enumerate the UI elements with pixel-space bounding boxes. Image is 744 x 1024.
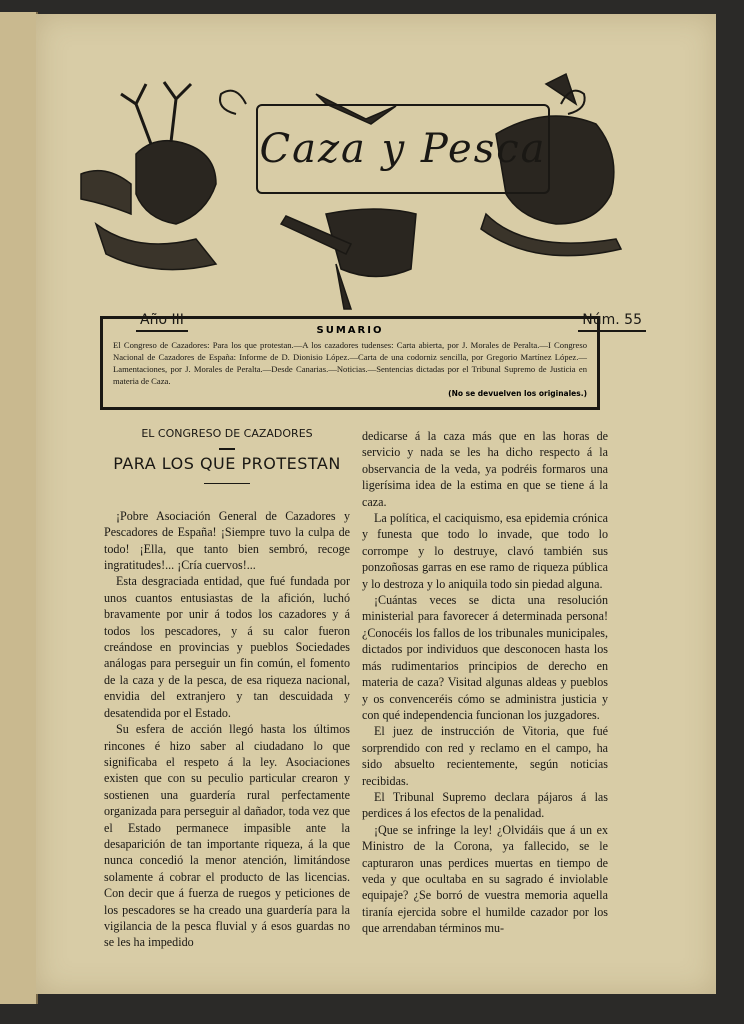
issue-year: Año III [136, 312, 188, 332]
masthead-title: Caza y Pesca [259, 126, 547, 172]
paragraph: El Tribunal Supremo declara pájaros á las perdices á los efectos de la penalidad. [362, 789, 608, 821]
sumario-text: El Congreso de Cazadores: Para los que protestan.—A los cazadores tudenses: Carta abierta, por J. Morales de Peralta.—I Congreso Nacional de Cazadores de España: Informe de D. Dionisio López.—Carta de una codorniz sencilla, por Gregorio Martínez López.—Lamentaciones, por J. Morales de Peralta.—Desde Canarias.—Noticias.—Sentencias dictadas por el Tribunal Supremo de Justicia en materia de Caza. [113, 340, 587, 386]
sumario-box [100, 316, 600, 410]
paragraph: ¡Pobre Asociación General de Cazadores y Pescadores de España! ¡Siempre tuvo la culpa de todo! ¡Ella, que tanto bien sembró, recoge ingratitudes!... ¡Cría cuervos!... [104, 508, 350, 573]
magazine-page [36, 14, 716, 994]
sumario-heading: SUMARIO [316, 325, 384, 336]
paragraph: La política, el caciquismo, esa epidemia crónica y funesta que todo lo invade, que todo lo corrompe y lo destruye, clavó también sus ponzoñosas garras en ese ramo de riqueza pública y lo destroza y lo aniquila todo sin piedad alguna. [362, 511, 608, 591]
divider [219, 448, 235, 450]
issue-number: Núm. 55 [578, 312, 646, 332]
section-heading: EL CONGRESO DE CAZADORES [141, 427, 313, 440]
stag-head-icon [81, 82, 216, 270]
column-left [104, 426, 350, 951]
article-title: PARA LOS QUE PROTESTAN [113, 454, 341, 474]
paragraph: Esta desgraciada entidad, que fué fundada por unos cuantos entusiastas de la afición, luchó bravamente por unir á todos los cazadores y á todos los pescadores, y á su calor fueron creándose en provincias y pueblos Sociedades análogas para perseguir un fin común, el fomento de la caza y de la pesca, de esa riqueza nacional, envidia del extranjero y tan descuidada y desatendida por el Estado. [104, 574, 350, 720]
paragraph: ¡Cuántas veces se dicta una resolución ministerial para favorecer á determinada persona! ¿Conocéis los fallos de los tribunales municipales, dictados por individuos que desconocen hasta los más rudimentarios principios de derecho en materia de caza? Visitad algunas aldeas y pueblos y os convenceréis cómo se administra justicia y con qué independencia funcionan los juzgadores. [362, 593, 608, 722]
masthead [76, 64, 642, 328]
previous-page-edge [0, 12, 38, 1004]
sumario-note: (No se devuelven los originales.) [448, 389, 587, 398]
paragraph: Su esfera de acción llegó hasta los últimos rincones é hizo saber al ciudadano lo que significaba el respeto á la ley. Asociaciones existen que con su peculio particular crearon y sostienen una guardería rural perfectamente organizada para perseguir al dañador, toda vez que el Estado permanece impasible ante la desaparición de tan importante riqueza, á la que nunca concedió la menor atención, limitándose solamente á cobrar el producto de las licencias. Con decir que á fuerza de ruegos y peticiones de los pescadores se ha creado una guardería para la vigilancia de la pesca fluvial y á esos guardas no se les ha impedido [104, 722, 350, 950]
title-banner [256, 104, 550, 194]
paragraph: dedicarse á la caza más que en las horas de servicio y nada se les ha dicho respecto á la observancia de la veda, ya podréis formaros una ligerísima idea de la estima en que se tiene á la caza. [362, 429, 608, 509]
paragraph: El juez de instrucción de Vitoria, que fué sorprendido con red y reclamo en el campo, ha sido absuelto recientemente, según noticias recibidas. [362, 724, 608, 788]
divider [204, 483, 250, 484]
paragraph: ¡Que se infringe la ley! ¿Olvidáis que á un ex Ministro de la Corona, ya fallecido, se le capturaron unas perdices muertas en tiempo de veda y que ocultaba en su sagrado é inviolable equipaje? ¿Se borró de vuestra memoria aquella tiranía ejercida sobre el humilde cazador por los que arrendaban términos mu- [362, 822, 608, 936]
column-right [362, 428, 608, 937]
